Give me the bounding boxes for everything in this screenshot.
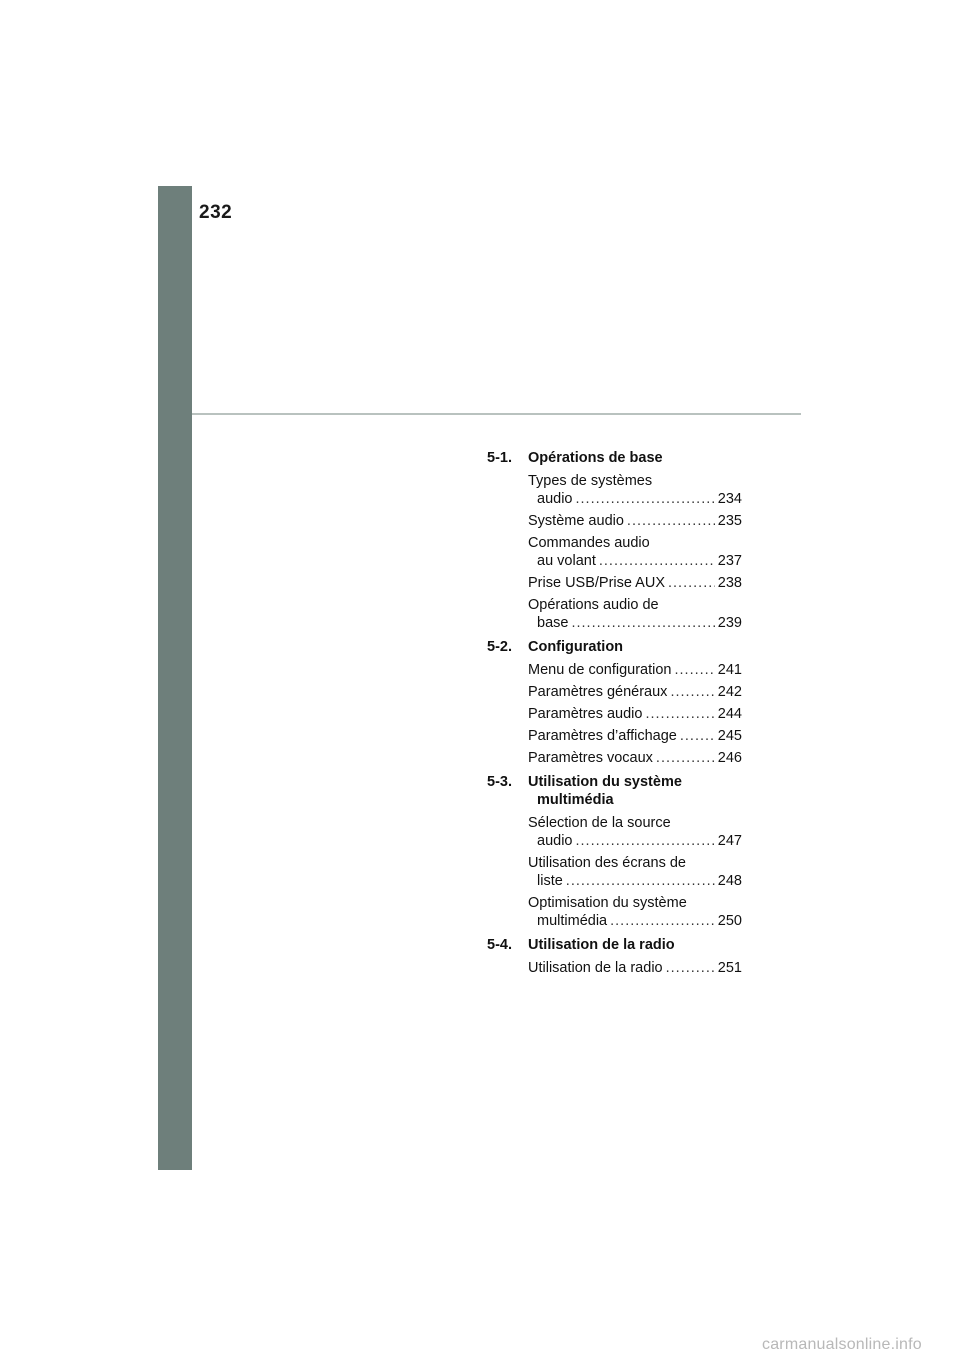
toc-entry[interactable] — [528, 814, 742, 850]
dot-leader — [599, 552, 715, 570]
toc-section — [487, 449, 742, 632]
entry-leader-line — [528, 832, 742, 850]
entry-leader-line — [528, 661, 742, 679]
entry-text: Opérations audio de — [528, 597, 659, 613]
entry-leader-line — [528, 614, 742, 632]
toc-entry[interactable] — [528, 534, 742, 570]
entry-text: Système audio — [528, 513, 624, 529]
toc-section — [487, 936, 742, 977]
entry-leader-line — [528, 705, 742, 723]
dot-leader — [571, 614, 714, 632]
entry-page-number: 245 — [717, 728, 742, 744]
entry-text: Sélection de la source — [528, 815, 671, 831]
toc-entry[interactable] — [528, 894, 742, 930]
entry-text: Paramètres vocaux — [528, 750, 653, 766]
section-title-line: Configuration — [528, 639, 624, 655]
toc-entry[interactable] — [528, 959, 742, 977]
entry-text: Utilisation des écrans de — [528, 855, 686, 871]
entry-text: base — [537, 615, 569, 631]
entry-text: Optimisation du système — [528, 895, 687, 911]
entry-text: liste — [537, 873, 563, 889]
dot-leader — [645, 705, 714, 723]
section-number: 5-2. — [487, 639, 512, 655]
dot-leader — [680, 727, 715, 745]
page-number: 232 — [199, 202, 233, 223]
entry-leader-line — [528, 959, 742, 977]
dot-leader — [575, 832, 714, 850]
entry-text: audio — [537, 491, 573, 507]
section-title-line: Utilisation du système — [528, 774, 682, 790]
entry-page-number: 247 — [717, 833, 742, 849]
toc-entry[interactable] — [528, 574, 742, 592]
dot-leader — [627, 512, 715, 530]
chapter-side-bar — [158, 186, 192, 1170]
entry-text: Paramètres généraux — [528, 684, 668, 700]
entry-page-number: 238 — [717, 575, 742, 591]
entry-text: Paramètres audio — [528, 706, 643, 722]
entry-leader-line — [528, 749, 742, 767]
section-heading[interactable] — [487, 638, 742, 656]
table-of-contents — [487, 449, 742, 983]
toc-entry[interactable] — [528, 596, 742, 632]
toc-entry[interactable] — [528, 472, 742, 508]
dot-leader — [610, 912, 715, 930]
toc-section — [487, 773, 742, 930]
entry-text: Menu de configuration — [528, 662, 672, 678]
dot-leader — [566, 872, 715, 890]
entry-leader-line — [528, 512, 742, 530]
section-title-line: Utilisation de la radio — [528, 937, 675, 953]
dot-leader — [675, 661, 715, 679]
section-heading[interactable] — [487, 773, 742, 809]
entry-leader-line — [528, 872, 742, 890]
toc-entry[interactable] — [528, 854, 742, 890]
entry-leader-line — [528, 912, 742, 930]
section-title — [528, 936, 742, 954]
entry-text: audio — [537, 833, 573, 849]
section-heading[interactable] — [487, 449, 742, 467]
section-title — [528, 449, 742, 467]
toc-entry[interactable] — [528, 661, 742, 679]
dot-leader — [575, 490, 714, 508]
entry-text: Prise USB/Prise AUX — [528, 575, 665, 591]
section-number: 5-1. — [487, 450, 512, 466]
entry-text: Commandes audio — [528, 535, 650, 551]
entry-leader-line — [528, 683, 742, 701]
entry-text: Paramètres d’affichage — [528, 728, 677, 744]
dot-leader — [666, 959, 715, 977]
entry-page-number: 239 — [717, 615, 742, 631]
entry-page-number: 246 — [717, 750, 742, 766]
entry-text: au volant — [537, 553, 596, 569]
entry-text: multimédia — [537, 913, 608, 929]
section-title — [528, 773, 742, 809]
toc-entry[interactable] — [528, 749, 742, 767]
toc-entry[interactable] — [528, 683, 742, 701]
section-title — [528, 638, 742, 656]
entry-page-number: 234 — [717, 491, 742, 507]
entry-page-number: 241 — [717, 662, 742, 678]
toc-section — [487, 638, 742, 767]
entry-page-number: 250 — [717, 913, 742, 929]
dot-leader — [670, 683, 714, 701]
toc-entry[interactable] — [528, 727, 742, 745]
entry-leader-line — [528, 727, 742, 745]
section-title-line: multimédia — [537, 792, 614, 808]
entry-text: Utilisation de la radio — [528, 960, 663, 976]
toc-entry[interactable] — [528, 705, 742, 723]
section-number: 5-4. — [487, 937, 512, 953]
section-title-line: Opérations de base — [528, 450, 663, 466]
entry-leader-line — [528, 574, 742, 592]
toc-entry[interactable] — [528, 512, 742, 530]
entry-page-number: 248 — [717, 873, 742, 889]
entry-page-number: 251 — [717, 960, 742, 976]
entry-page-number: 242 — [717, 684, 742, 700]
dot-leader — [656, 749, 715, 767]
header-divider — [192, 413, 801, 415]
entry-page-number: 235 — [717, 513, 742, 529]
entry-leader-line — [528, 552, 742, 570]
section-number: 5-3. — [487, 774, 512, 790]
entry-text: Types de systèmes — [528, 473, 653, 489]
entry-page-number: 237 — [717, 553, 742, 569]
entry-page-number: 244 — [717, 706, 742, 722]
section-heading[interactable] — [487, 936, 742, 954]
watermark-text: carmanualsonline.info — [762, 1336, 922, 1353]
dot-leader — [668, 574, 715, 592]
entry-leader-line — [528, 490, 742, 508]
